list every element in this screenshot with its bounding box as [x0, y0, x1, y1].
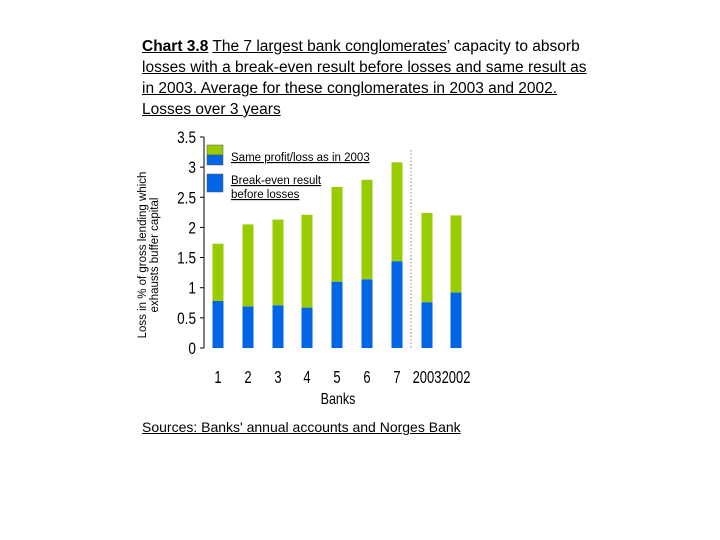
- bar-same-profit: [302, 215, 313, 308]
- bar-same-profit: [451, 215, 462, 292]
- y-tick-label: 2.5: [177, 188, 196, 208]
- title-segment: The 7 largest bank conglomerates: [212, 38, 447, 55]
- bar-same-profit: [213, 244, 224, 301]
- x-tick-label: 7: [393, 368, 401, 388]
- bar-same-profit: [362, 180, 373, 279]
- legend-swatch-break-even-upper: [207, 155, 223, 165]
- bar-same-profit: [422, 213, 433, 302]
- bar-break-even: [362, 279, 373, 348]
- bar-same-profit: [243, 224, 254, 306]
- x-tick-label: 4: [303, 368, 311, 388]
- x-tick-label: 2002: [441, 368, 471, 388]
- bar-break-even: [213, 301, 224, 348]
- bar-break-even: [302, 308, 313, 348]
- bar-break-even: [332, 282, 343, 348]
- x-tick-label: 2003: [412, 368, 442, 388]
- y-tick-label: 0.5: [177, 309, 196, 329]
- bar-same-profit: [332, 187, 343, 282]
- legend-swatch-same-profit: [207, 145, 223, 155]
- bar-same-profit: [273, 220, 284, 306]
- x-axis-label: Banks: [320, 390, 356, 409]
- x-tick-label: 5: [333, 368, 341, 388]
- y-tick-label: 0: [188, 339, 196, 359]
- y-tick-label: 3: [188, 158, 196, 178]
- legend-label-same-profit: Same profit/loss as in 2003: [231, 152, 370, 164]
- bar-break-even: [422, 302, 433, 348]
- x-tick-label: 3: [274, 368, 282, 388]
- legend-label-break-even: Break-even result before losses: [231, 175, 322, 201]
- bar-break-even: [451, 293, 462, 348]
- x-tick-label: 1: [214, 368, 222, 388]
- bar-break-even: [273, 305, 284, 348]
- title-segment: ’ capacity to absorb: [446, 38, 580, 55]
- chart-number: Chart 3.8: [142, 38, 209, 55]
- title-segment: Losses over 3 years: [142, 101, 281, 118]
- bar-break-even: [243, 306, 254, 348]
- sources-note: Sources: Banks' annual accounts and Norges Bank: [142, 419, 461, 435]
- legend-swatch-break-even: [207, 174, 223, 192]
- y-tick-label: 3.5: [177, 128, 196, 148]
- x-tick-label: 2: [244, 368, 252, 388]
- y-tick-label: 1.5: [177, 249, 196, 268]
- x-tick-label: 6: [363, 368, 371, 388]
- bar-break-even: [392, 261, 403, 348]
- title-segment: losses with a break-even result before losses and same result as in 2003. Average for these conglomerates in 2003 and 2002.: [142, 59, 587, 97]
- y-tick-label: 1: [188, 279, 196, 299]
- y-tick-label: 2: [188, 219, 196, 238]
- y-axis-label: Loss in % of gross lending whichexhausts buffer capital: [137, 171, 161, 339]
- bar-same-profit: [392, 162, 403, 261]
